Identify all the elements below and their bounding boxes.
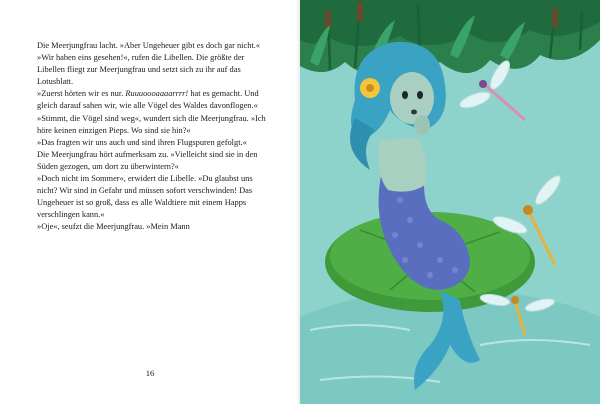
paragraph: »Das fragten wir uns auch und sind ihren Flugspuren gefolgt.« — [37, 137, 247, 147]
mermaid-illustration — [300, 0, 600, 404]
mermaid-hand — [414, 115, 430, 135]
mermaid-body — [379, 138, 427, 192]
paragraph: »Oje«, seufzt die Meerjungfrau. »Mein Mann — [37, 222, 190, 232]
page-number: 16 — [145, 368, 155, 378]
paragraph: »Stimmt, die Vögel sind weg«, wundert sich die Meerjungfrau. »Ich höre keinen einzigen Pieps. Wo sind sie hin?« — [37, 113, 266, 135]
paragraph-text: »Zuerst hörten wir es nur. — [37, 89, 126, 99]
mermaid-face — [390, 72, 434, 124]
paragraph — [37, 88, 269, 112]
mermaid-eye — [417, 91, 423, 99]
story-text — [37, 40, 269, 234]
paragraph-text: hat es gemacht. Und gleich darauf sahen wir, wie alle Vögel des Waldes davonflogen.« — [37, 89, 259, 111]
flower-icon — [360, 78, 380, 98]
mermaid-mouth — [411, 110, 417, 115]
illustration-page — [300, 0, 600, 404]
paragraph: Die Meerjungfrau hört aufmerksam zu. »Vielleicht sind sie in den Süden gezogen, um dort zu überwintern?« — [37, 149, 258, 171]
mermaid-eye — [402, 91, 408, 99]
paragraph: »Wir haben eins gesehen!«, rufen die Libellen. Die größte der Libellen fliegt zur Meerjungfrau und setzt sich zu ihr auf das Lotusblatt. — [37, 53, 245, 87]
roar-sound-text: Ruuuoooaaaarrrr! — [125, 89, 189, 99]
paragraph: »Doch nicht im Sommer«, erwidert die Libelle. »Du glaubst uns nicht? Wir sind in Gefahr und müssen sofort verschwinden! Das Ungeheuer ist so groß, dass es alle Waldtiere mit einem Happs verschlingen kann.« — [37, 174, 253, 220]
paragraph: Die Meerjungfrau lacht. »Aber Ungeheuer gibt es doch gar nicht.« — [37, 41, 261, 50]
